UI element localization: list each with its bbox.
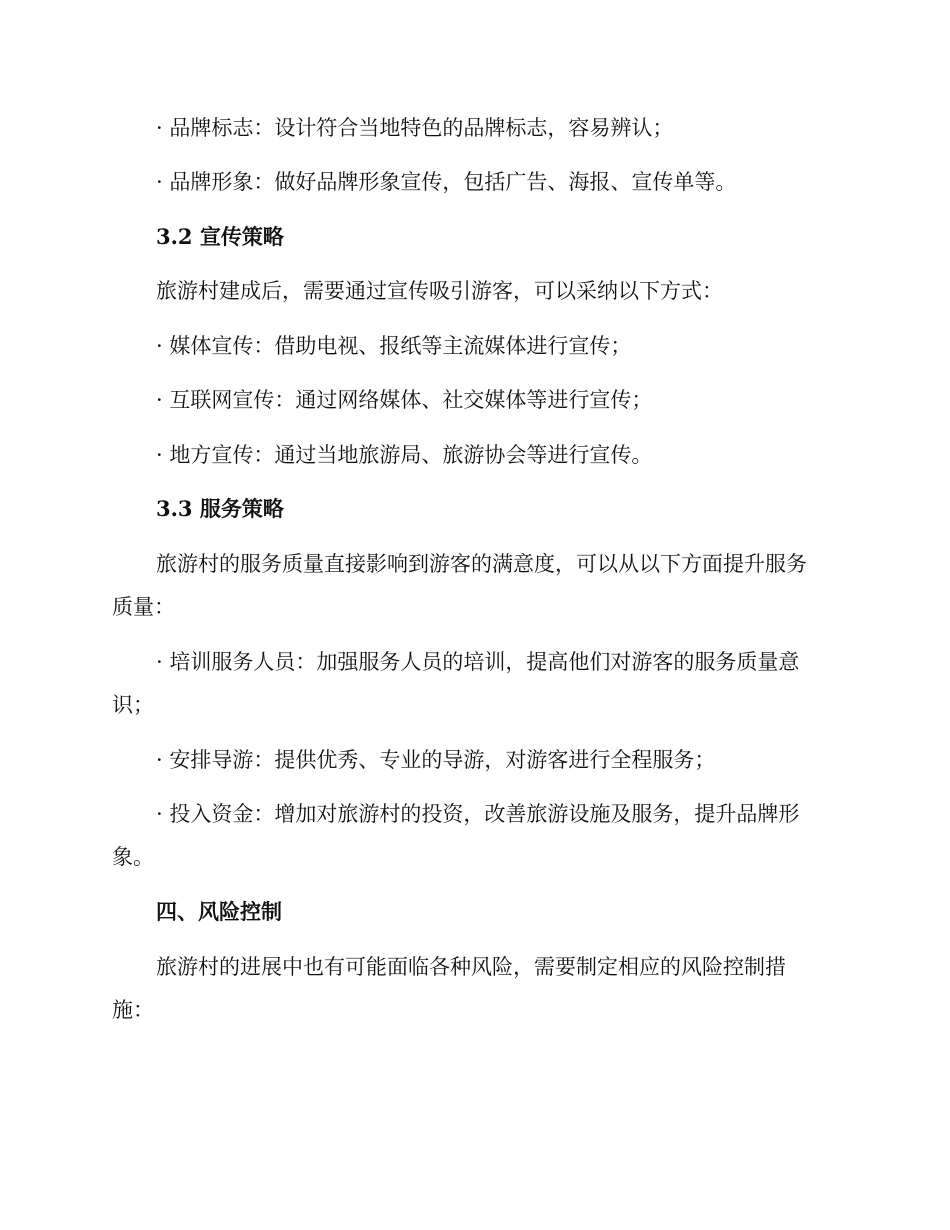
- section-3-3-intro-line2: 质量：: [112, 595, 175, 619]
- training-item-line2: 识；: [112, 693, 154, 717]
- section-3-3-intro-line1: 旅游村的服务质量直接影响到游客的满意度，可以从以下方面提升服务: [156, 552, 807, 576]
- guide-item: · 安排导游：提供优秀、专业的导游，对游客进行全程服务；: [156, 748, 716, 772]
- brand-logo-item: · 品牌标志：设计符合当地特色的品牌标志，容易辨认；: [156, 116, 674, 140]
- internet-promotion-item: · 互联网宣传：通过网络媒体、社交媒体等进行宣传；: [156, 388, 653, 412]
- media-promotion-item: · 媒体宣传：借助电视、报纸等主流媒体进行宣传；: [156, 334, 632, 358]
- section-4-heading: 四、风险控制: [156, 899, 282, 924]
- section-3-3-heading: 3.3 服务策略: [156, 496, 284, 521]
- funds-item-line2: 象。: [112, 845, 154, 869]
- funds-item-line1: · 投入资金：增加对旅游村的投资，改善旅游设施及服务，提升品牌形: [156, 802, 800, 826]
- section-4-intro-line1: 旅游村的进展中也有可能面临各种风险，需要制定相应的风险控制措: [156, 955, 786, 979]
- brand-image-item: · 品牌形象：做好品牌形象宣传，包括广告、海报、宣传单等。: [156, 170, 737, 194]
- training-item-line1: · 培训服务人员：加强服务人员的培训，提高他们对游客的服务质量意: [156, 650, 800, 674]
- section-3-2-heading: 3.2 宣传策略: [156, 224, 284, 249]
- local-promotion-item: · 地方宣传：通过当地旅游局、旅游协会等进行宣传。: [156, 443, 653, 467]
- section-4-intro-line2: 施：: [112, 998, 154, 1022]
- section-3-2-intro: 旅游村建成后，需要通过宣传吸引游客，可以采纳以下方式：: [156, 279, 723, 303]
